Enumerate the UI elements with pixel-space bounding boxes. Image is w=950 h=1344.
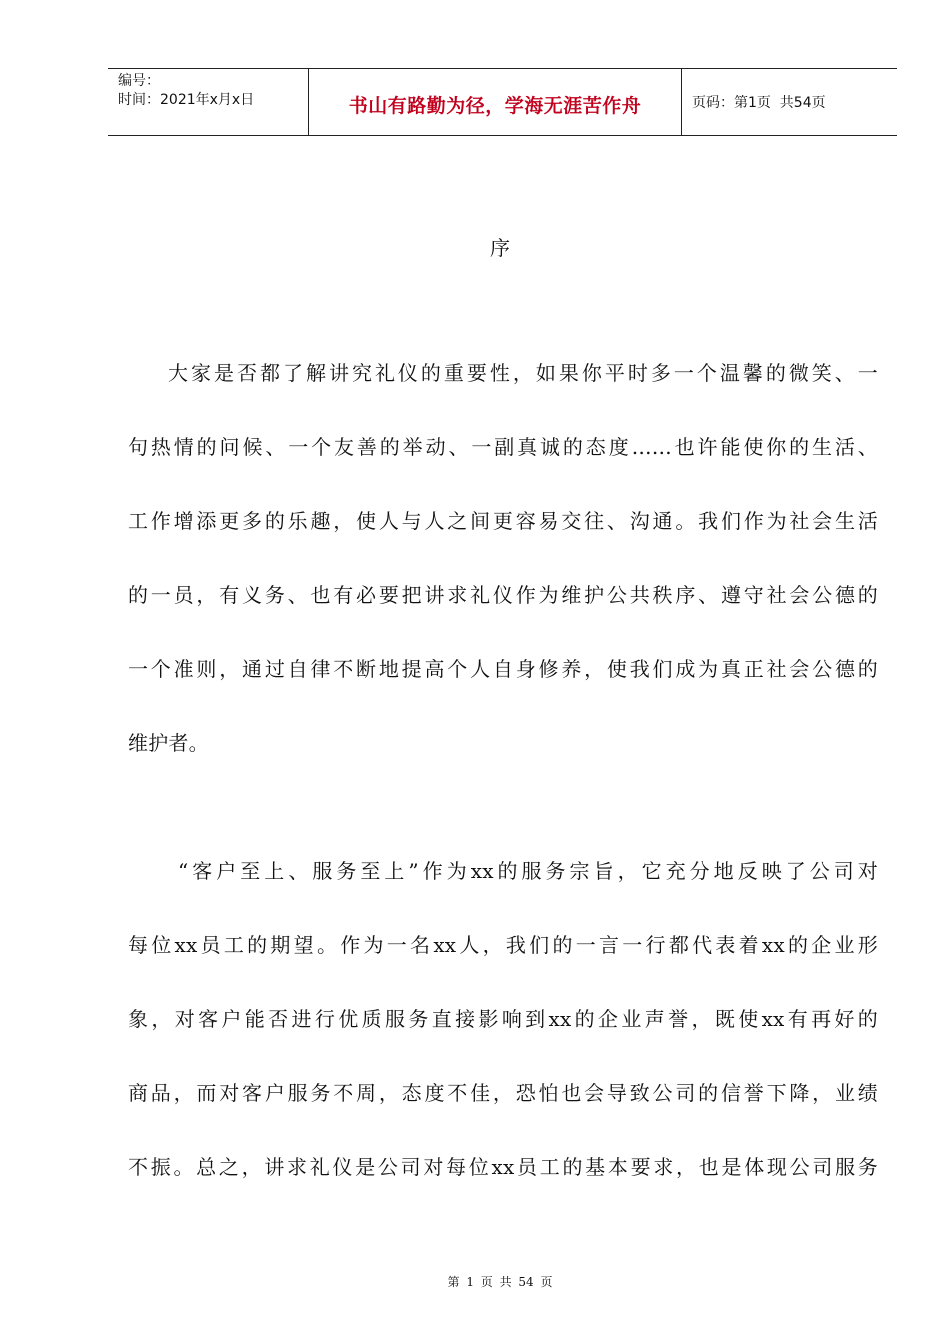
header-motto-cell (309, 69, 682, 135)
paragraph-1 (128, 336, 878, 780)
paragraph-line: 不振。总之，讲求礼仪是公司对每位xx员工的基本要求，也是体现公司服务 (128, 1155, 878, 1179)
paragraph-line: 的一员，有义务、也有必要把讲求礼仪作为维护公共秩序、遵守社会公德的 (128, 583, 878, 607)
paragraph-line: 每位xx员工的期望。作为一名xx人，我们的一言一行都代表着xx的企业形 (128, 933, 878, 957)
header-page-cell (682, 69, 897, 135)
paragraph-2 (128, 834, 878, 1204)
paragraph-line: 一个准则，通过自律不断地提高个人自身修养，使我们成为真正社会公德的 (128, 657, 878, 681)
page-info: 页码：第1页 共54页 (692, 95, 826, 111)
paragraph-line: 象，对客户能否进行优质服务直接影响到xx的企业声誉，既使xx有再好的 (128, 1007, 878, 1031)
paragraph-line: 维护者。 (128, 731, 209, 755)
paragraph-line: 商品，而对客户服务不周，态度不佳，恐怕也会导致公司的信誉下降，业绩 (128, 1081, 878, 1105)
date-label: 时间：2021年x月x日 (118, 92, 255, 108)
number-label: 编号： (118, 73, 160, 89)
paragraph-line: 大家是否都了解讲究礼仪的重要性，如果你平时多一个温馨的微笑、一 (168, 361, 878, 385)
paragraph-line: “客户至上、服务至上”作为xx的服务宗旨，它充分地反映了公司对 (178, 859, 878, 883)
motto-text: 书山有路勤为径，学海无涯苦作舟 (348, 94, 642, 117)
paragraph-line: 句热情的问候、一个友善的举动、一副真诚的态度……也许能使你的生活、 (128, 435, 878, 459)
page-header (108, 68, 897, 136)
page-footer: 第 1 页 共 54 页 (447, 1275, 553, 1289)
document-title: 序 (490, 236, 510, 260)
header-meta (108, 69, 309, 135)
paragraph-line: 工作增添更多的乐趣，使人与人之间更容易交往、沟通。我们作为社会生活 (128, 509, 878, 533)
